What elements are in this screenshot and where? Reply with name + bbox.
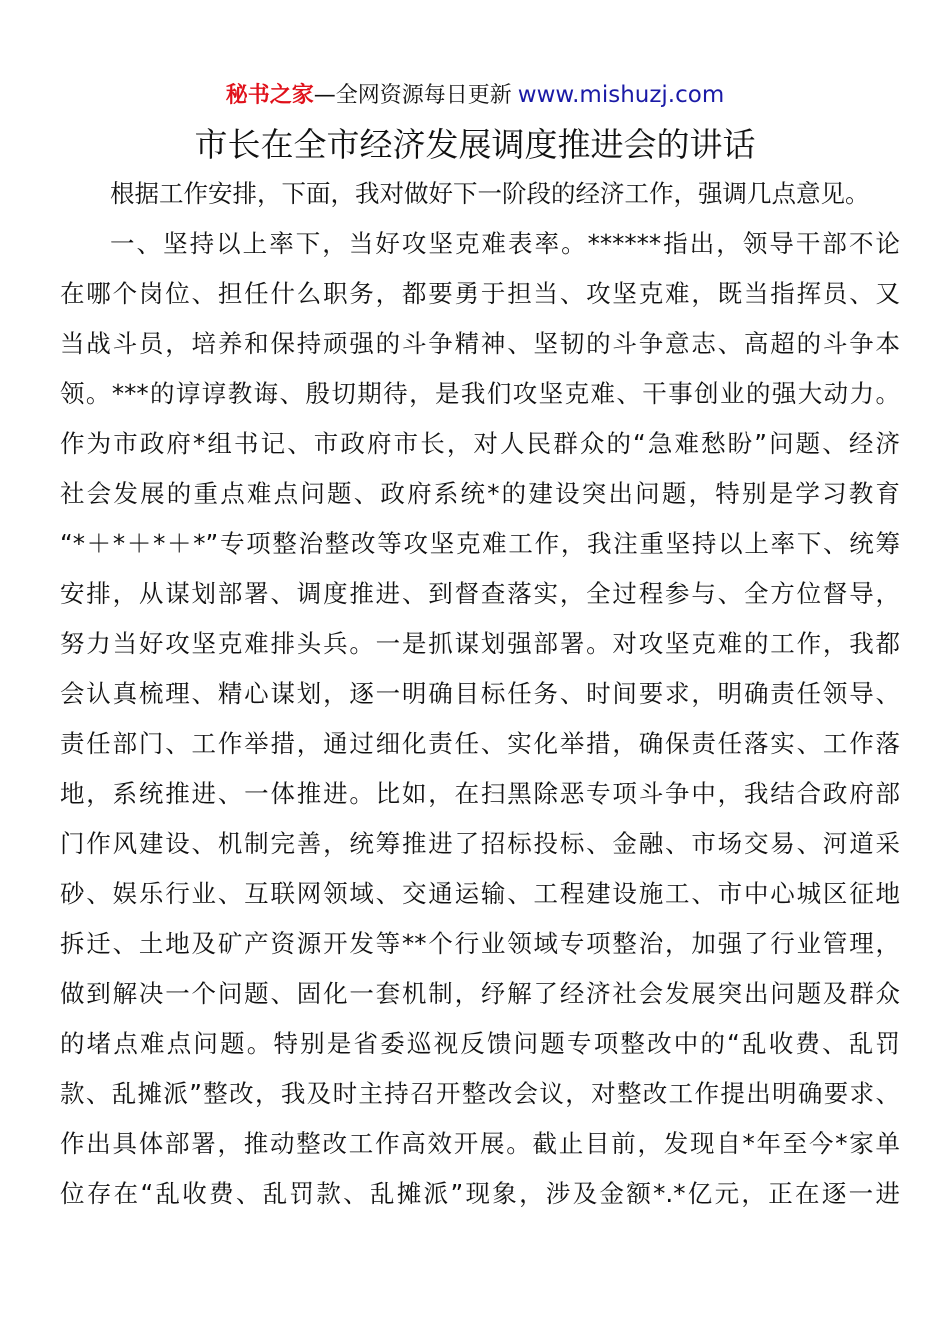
body-line: 作为市政府*组书记、市政府市长，对人民群众的“急难愁盼”问题、经济 bbox=[60, 429, 900, 458]
body-line: 领。***的谆谆教诲、殷切期待，是我们攻坚克难、干事创业的强大动力。 bbox=[60, 379, 900, 408]
brand-name: 秘书之家 bbox=[225, 83, 314, 108]
body-line: 安排，从谋划部署、调度推进、到督查落实，全过程参与、全方位督导， bbox=[60, 579, 900, 608]
body-line: 地，系统推进、一体推进。比如，在扫黑除恶专项斗争中，我结合政府部 bbox=[60, 779, 900, 808]
body-line: 一、坚持以上率下，当好攻坚克难表率。******指出，领导干部不论 bbox=[110, 229, 900, 258]
body-line: 在哪个岗位、担任什么职务，都要勇于担当、攻坚克难，既当指挥员、又 bbox=[60, 279, 900, 308]
body-line: 款、乱摊派”整改，我及时主持召开整改会议，对整改工作提出明确要求、 bbox=[60, 1079, 900, 1108]
body-line: 做到解决一个问题、固化一套机制，纾解了经济社会发展突出问题及群众 bbox=[60, 979, 900, 1008]
body-line: 努力当好攻坚克难排头兵。一是抓谋划强部署。对攻坚克难的工作，我都 bbox=[60, 629, 900, 658]
body-line: 当战斗员，培养和保持顽强的斗争精神、坚韧的斗争意志、高超的斗争本 bbox=[60, 329, 900, 358]
body-line: 作出具体部署，推动整改工作高效开展。截止目前，发现自*年至今*家单 bbox=[60, 1129, 900, 1158]
header-tagline: —全网资源每日更新 bbox=[313, 83, 512, 108]
body-line: 位存在“乱收费、乱罚款、乱摊派”现象，涉及金额*.*亿元，正在逐一进 bbox=[60, 1179, 900, 1208]
body-line: “*＋*＋*＋*”专项整治整改等攻坚克难工作，我注重坚持以上率下、统筹 bbox=[60, 529, 900, 558]
body-line: 根据工作安排，下面，我对做好下一阶段的经济工作，强调几点意见。 bbox=[110, 179, 870, 208]
body-line: 责任部门、工作举措，通过细化责任、实化举措，确保责任落实、工作落 bbox=[60, 729, 900, 758]
site-url-link[interactable]: www.mishuzj.com bbox=[517, 82, 725, 108]
body-line: 会认真梳理、精心谋划，逐一明确目标任务、时间要求，明确责任领导、 bbox=[60, 679, 900, 708]
body-line: 门作风建设、机制完善，统筹推进了招标投标、金融、市场交易、河道采 bbox=[60, 829, 900, 858]
document-title: 市长在全市经济发展调度推进会的讲话 bbox=[194, 125, 756, 164]
body-line: 社会发展的重点难点问题、政府系统*的建设突出问题，特别是学习教育 bbox=[60, 479, 900, 508]
body-line: 砂、娱乐行业、互联网领域、交通运输、工程建设施工、市中心城区征地 bbox=[60, 879, 900, 908]
document-body bbox=[60, 169, 900, 1219]
body-line: 的堵点难点问题。特别是省委巡视反馈问题专项整改中的“乱收费、乱罚 bbox=[60, 1029, 900, 1058]
body-line: 拆迁、土地及矿产资源开发等**个行业领域专项整治，加强了行业管理， bbox=[60, 929, 900, 958]
watermark-header bbox=[0, 78, 950, 113]
